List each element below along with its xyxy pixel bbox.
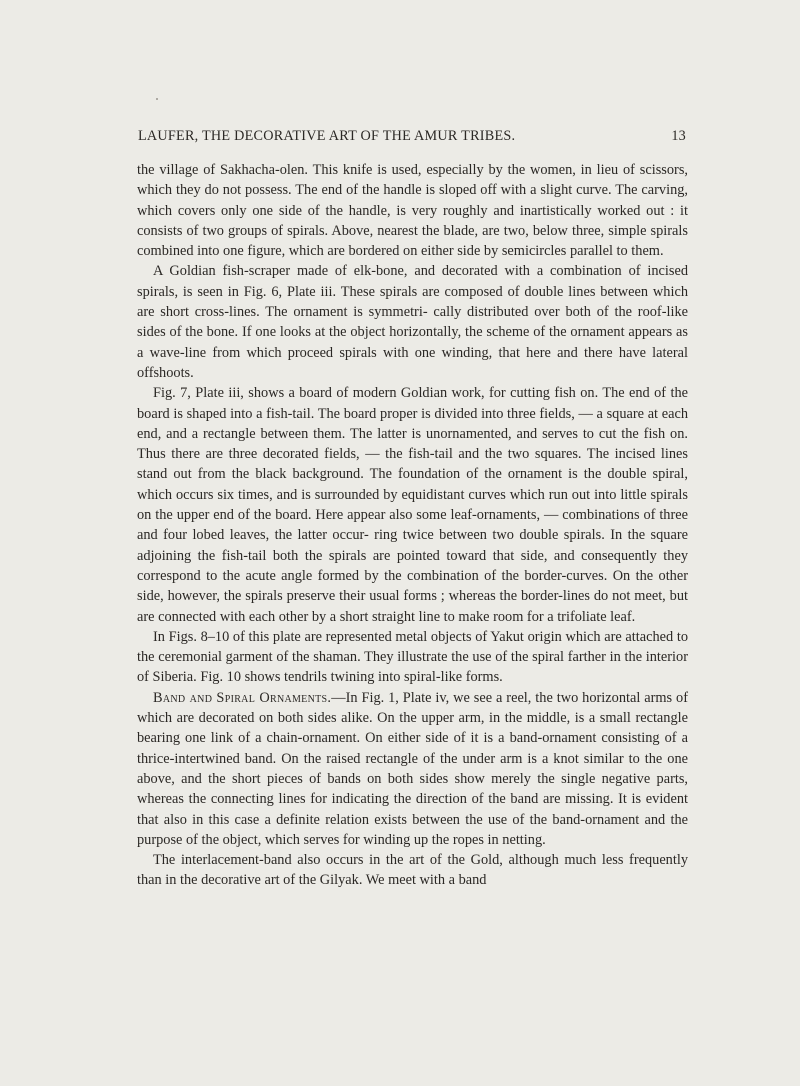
paragraph-text: the village of Sakhacha-olen. This knife is used, especially by the women, in lieu of scissors, which they do not possess. The end of the handle is sloped off with a slight curve. The carving, which covers only one side of the handle, is very roughly and inartistically worked out : it consists of two groups of spirals. Above, nearest the blade, are two, below three, simple spirals combined into one figure, which are bordered on either side by semicircles parallel to them. bbox=[137, 162, 688, 260]
paragraph-band-spiral bbox=[137, 688, 688, 850]
paragraph-text: In Figs. 8–10 of this plate are represented metal objects of Yakut origin which are attached to the ceremonial garment of the shaman. They illustrate the use of the spiral farther in the interior of Siberia. Fig. 10 shows tendrils twining into spiral-like forms. bbox=[137, 628, 688, 686]
paragraph-text: A Goldian fish-scraper made of elk-bone, and decorated with a combination of incised spirals, is seen in Fig. 6, Plate iii. These spirals are composed of double lines between which are short cross-lines. The ornament is symmetri- cally distributed over both of the roof-like sides of the bone. If one looks at the object horizontally, the scheme of the ornament appears as a wave-line from which proceed spirals with one winding, that here and there have lateral offshoots. bbox=[137, 263, 688, 381]
paragraph-text: Fig. 7, Plate iii, shows a board of modern Goldian work, for cutting fish on. The end of the board is shaped into a fish-tail. The board proper is divided into three fields, — a square at each end, and a rectangle between them. The latter is unornamented, and serves to cut the fish on. Thus there are three decorated fields, — the fish-tail and the two squares. The incised lines stand out from the black background. The foundation of the ornament is the double spiral, which occurs six times, and is surrounded by equidistant curves which run out into little spirals on the upper end of the board. Here appear also some leaf-ornaments, — combinations of three and four lobed leaves, the latter occur- ring twice between two double spirals. In the square adjoining the fish-tail both the spirals are pointed toward that side, and consequently they correspond to the acute angle formed by the combination of the border-curves. On the other side, however, the spirals preserve their usual forms ; whereas the border-lines do not meet, but are connected with each other by a short straight line to make room for a trifoliate leaf. bbox=[137, 385, 688, 625]
paper-speck bbox=[156, 98, 158, 100]
paragraph-text: The interlacement-band also occurs in the art of the Gold, although much less frequently than in the decorative art of the Gilyak. We meet with a band bbox=[137, 852, 688, 889]
paragraph-fish-board bbox=[137, 383, 688, 627]
paragraph-yakut-objects bbox=[137, 627, 688, 688]
paragraph-knife bbox=[137, 160, 688, 261]
section-heading: Band and Spiral Ornaments. bbox=[153, 689, 332, 706]
page-number: 13 bbox=[671, 128, 686, 144]
body-text bbox=[137, 160, 688, 891]
paragraph-interlacement bbox=[137, 850, 688, 891]
paragraph-text: —In Fig. 1, Plate iv, we see a reel, the two horizontal arms of which are decorated on both sides alike. On the upper arm, in the middle, is a small rectangle bearing one link of a chain-ornament. On either side of it is a band-ornament consisting of a thrice-intertwined band. On the raised rectangle of the under arm is a knot similar to the one above, and the short pieces of bands on both sides show merely the single negative parts, whereas the connecting lines for indicating the direction of the band are missing. It is evident that also in this case a definite relation exists between the use of the band-ornament and the purpose of the object, which serves for winding up the ropes in netting. bbox=[137, 689, 688, 848]
running-title: LAUFER, THE DECORATIVE ART OF THE AMUR TRIBES. bbox=[138, 128, 516, 144]
paragraph-fish-scraper bbox=[137, 261, 688, 383]
